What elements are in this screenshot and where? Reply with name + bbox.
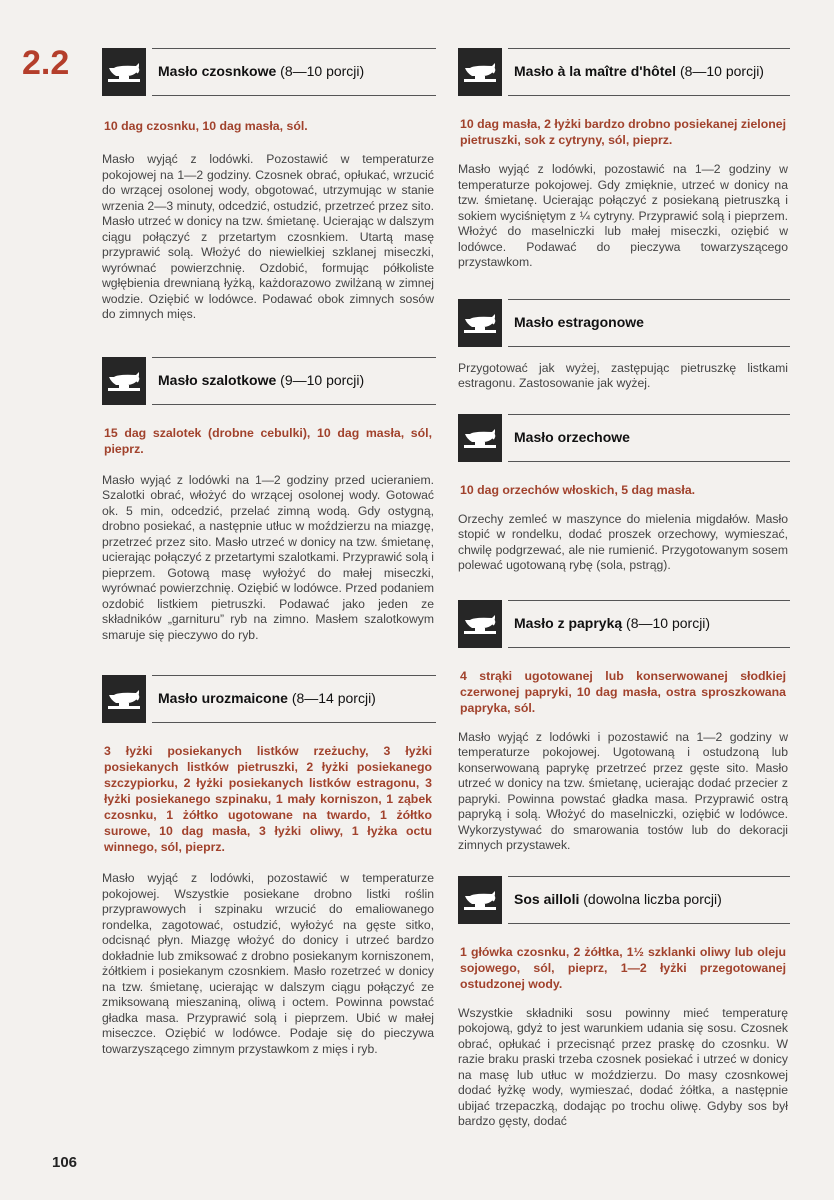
divider (508, 48, 790, 49)
sauce-boat-icon (102, 48, 146, 96)
recipe-title: Masło urozmaicone (8—14 porcji) (158, 690, 376, 706)
recipe-header (100, 357, 436, 405)
divider (152, 404, 436, 405)
divider (152, 357, 436, 358)
ingredients: 10 dag orzechów włoskich, 5 dag masła. (460, 482, 696, 497)
ingredients: 4 strąki ugotowanej lub konserwowanej słodkiej czerwonej papryki, 10 dag masła, ostra sproszkowana papryka, sól. (460, 668, 786, 715)
ingredients: 10 dag czosnku, 10 dag masła, sól. (104, 119, 308, 133)
recipe-block (456, 299, 790, 392)
recipe-title: Masło à la maître d'hôtel (8—10 porcji) (514, 63, 764, 79)
instructions: Przygotować jak wyżej, zastępując pietruszkę listkami estragonu. Zastosowanie jak wyżej. (458, 360, 788, 390)
recipe-title: Masło orzechowe (514, 428, 630, 445)
recipe-block (100, 357, 436, 644)
instructions: Masło wyjąć z lodówki, pozostawić w temperaturze pokojowej. Wszystkie posiekane drobno listki roślin przyprawowych i szpinaku wrzucić do emaliowanego rondelka, zagotować, ostudzić, wyłożyć na gęste sitko, odcisnąć płyn. Miazgę włożyć do donicy i utrzeć bardzo dokładnie lub zmiksować z drobno posiekanym korniszonem, żółtkiem i posiekanym czosnkiem. Masło rozetrzeć w donicy na tzw. śmietanę, ucierając w dalszym ciągu połączyć ze zmiksowaną mieszaniną, oliwą i octem. Powinna powstać gładka masa. Przyprawić solą i pieprzem. Ubić w małej miseczce. Oziębić w lodówce. Podaje się do pieczywa towarzyszącego zimnym przystawkom z mięs i ryb. (102, 871, 434, 1056)
recipe-header (456, 600, 790, 648)
instructions: Masło wyjąć z lodówki, pozostawić na 1—2 godziny w temperaturze pokojowej. Gdy zmięknie, utrzeć w donicy na tzw. śmietanę. Ucierając połączyć z posiekaną pietruszką i sokiem wyciśniętym z ¼ cytryny. Przyprawić solą i pieprzem. Włożyć do maselniczki lub małej miseczki, oziębić w lodówce. Podawać do pieczywa towarzyszącego przystawkom. (458, 162, 788, 269)
divider (152, 95, 436, 96)
left-column (100, 48, 436, 1057)
recipe-title: Masło estragonowe (514, 313, 644, 330)
divider (152, 48, 436, 49)
sauce-boat-icon (102, 675, 146, 723)
recipe-block (100, 675, 436, 1057)
instructions: Masło wyjąć z lodówki i pozostawić na 1—2 godziny w temperaturze pokojowej. Ugotowaną i ostudzoną lub konserwowaną paprykę przetrzeć przez gęste sito. Masło utrzeć w donicy na tzw. śmietanę, ucierając dodać przecier z papryki. Powinna powstać gładka masa. Przyprawić ostrą papryką i solą. Włożyć do maselniczki, oziębić w lodówce. Wykorzystywać do smarowania tostów lub do dekoracji zimnych przystawek. (458, 729, 788, 852)
divider (508, 600, 790, 601)
section-number: 2.2 (22, 44, 70, 82)
instructions: Wszystkie składniki sosu powinny mieć temperaturę pokojową, gdyż to jest warunkiem udania się sosu. Czosnek obrać, opłukać i przecisnąć przez praskę do czosnku. W razie braku praski trzeba czosnek posiekać i utrzeć w donicy na masę lub utłuc w moździerzu. Do masy czosnkowej dodać łyżkę wody, wymieszać, dodać żółtka, a następnie ubijać trzepaczką, dodając po trochu oliwę. Gdyby sos był bardzo gęsty, dodać (458, 1005, 788, 1128)
ingredients: 10 dag masła, 2 łyżki bardzo drobno posiekanej zielonej pietruszki, sok z cytryny, sól, pieprz. (460, 117, 786, 147)
sauce-boat-icon (458, 48, 502, 96)
recipe-block (456, 876, 790, 1130)
recipe-block (456, 414, 790, 574)
recipe-title: Masło z papryką (8—10 porcji) (514, 614, 711, 631)
sauce-boat-icon (458, 876, 502, 924)
divider (508, 346, 790, 347)
recipe-header (100, 48, 436, 96)
ingredients: 15 dag szalotek (drobne cebulki), 10 dag masła, sól, pieprz. (104, 425, 432, 456)
divider (152, 722, 436, 723)
recipe-header (456, 299, 790, 347)
recipe-block (100, 48, 436, 323)
sauce-boat-icon (458, 414, 502, 462)
ingredients: 3 łyżki posiekanych listków rzeżuchy, 3 łyżki posiekanych listków pietruszki, 2 łyżki posiekanego szczypiorku, 2 łyżki posiekanych listków estragonu, 3 łyżki posiekanego szpinaku, 1 mały korniszon, 1 ząbek czosnku, 1 żółtko ugotowane na twardo, 1 żółtko surowe, 10 dag masła, 3 łyżki oliwy, 1 łyżka octu winnego, sól, pieprz. (104, 744, 432, 854)
instructions: Masło wyjąć z lodówki na 1—2 godziny przed ucieraniem. Szalotki obrać, włożyć do wrzącej osolonej wody. Gotować ok. 5 min, odcedzić, przelać zimną wodą. Gdy ostygną, drobno posiekać, a następnie utłuc w moździerzu na miazgę, przetrzeć przez sito. Masło utrzeć w donicy na tzw. śmietanę, ucierając połączyć z przetartymi szalotkami. Przyprawić solą i pieprzem. Gotową masę wyłożyć do małej miseczki, wyrównać powierzchnię. Oziębić w lodówce. Przed podaniem ozdobić listkiem pietruszki. Podawać jako jeden ze składników „garnituru” ryb na zimno. Masłem szalotkowym smaruje się pieczywo do ryb. (102, 472, 434, 642)
divider (508, 414, 790, 415)
recipe-header (100, 675, 436, 723)
divider (508, 923, 790, 924)
recipe-block (456, 48, 790, 271)
sauce-boat-icon (458, 600, 502, 648)
recipe-block (456, 600, 790, 854)
sauce-boat-icon (102, 357, 146, 405)
instructions: Masło wyjąć z lodówki. Pozostawić w temperaturze pokojowej na 1—2 godziny. Czosnek obrać, opłukać, wrzucić do wrzącej osolonej wody, obgotować, utrzymując w stanie wrzenia 2—3 minuty, odcedzić, ostudzić, przetrzeć przez sito. Masło utrzeć w donicy na tzw. śmietanę. Ucierając w dalszym ciągu połączyć z przetartym czosnkiem. Utartą masę przyprawić solą. Włożyć do niewielkiej szklanej miseczki, wyrównać powierzchnię. Ozdobić, formując półkoliste wgłębienia drewnianą łyżką, każdorazowo zwilżaną w zimnej wodzie. Oziębić w lodówce. Podawać obok zimnych sosów do zimnych mięs. (102, 152, 434, 321)
recipe-header (456, 876, 790, 924)
ingredients: 1 główka czosnku, 2 żółtka, 1½ szklanki oliwy lub oleju sojowego, sól, pieprz, 1—2 łyżki przegotowanej ostudzonej wody. (460, 944, 786, 991)
recipe-header (456, 414, 790, 462)
recipe-header (456, 48, 790, 96)
instructions: Orzechy zemleć w maszynce do mielenia migdałów. Masło stopić w rondelku, dodać proszek orzechowy, wymieszać, chwilę podgrzewać, ale nie rumienić. Przygotowanym sosem polewać ugotowaną rybę (sola, pstrąg). (458, 511, 788, 572)
recipe-title: Masło czosnkowe (8—10 porcji) (158, 63, 365, 79)
divider (508, 299, 790, 300)
recipe-title: Sos ailloli (dowolna liczba porcji) (514, 890, 722, 907)
divider (508, 461, 790, 462)
divider (508, 95, 790, 96)
divider (508, 647, 790, 648)
divider (508, 876, 790, 877)
page-number: 106 (52, 1154, 78, 1171)
divider (152, 675, 436, 676)
sauce-boat-icon (458, 299, 502, 347)
recipe-title: Masło szalotkowe (9—10 porcji) (158, 371, 365, 388)
right-column (456, 48, 790, 1130)
